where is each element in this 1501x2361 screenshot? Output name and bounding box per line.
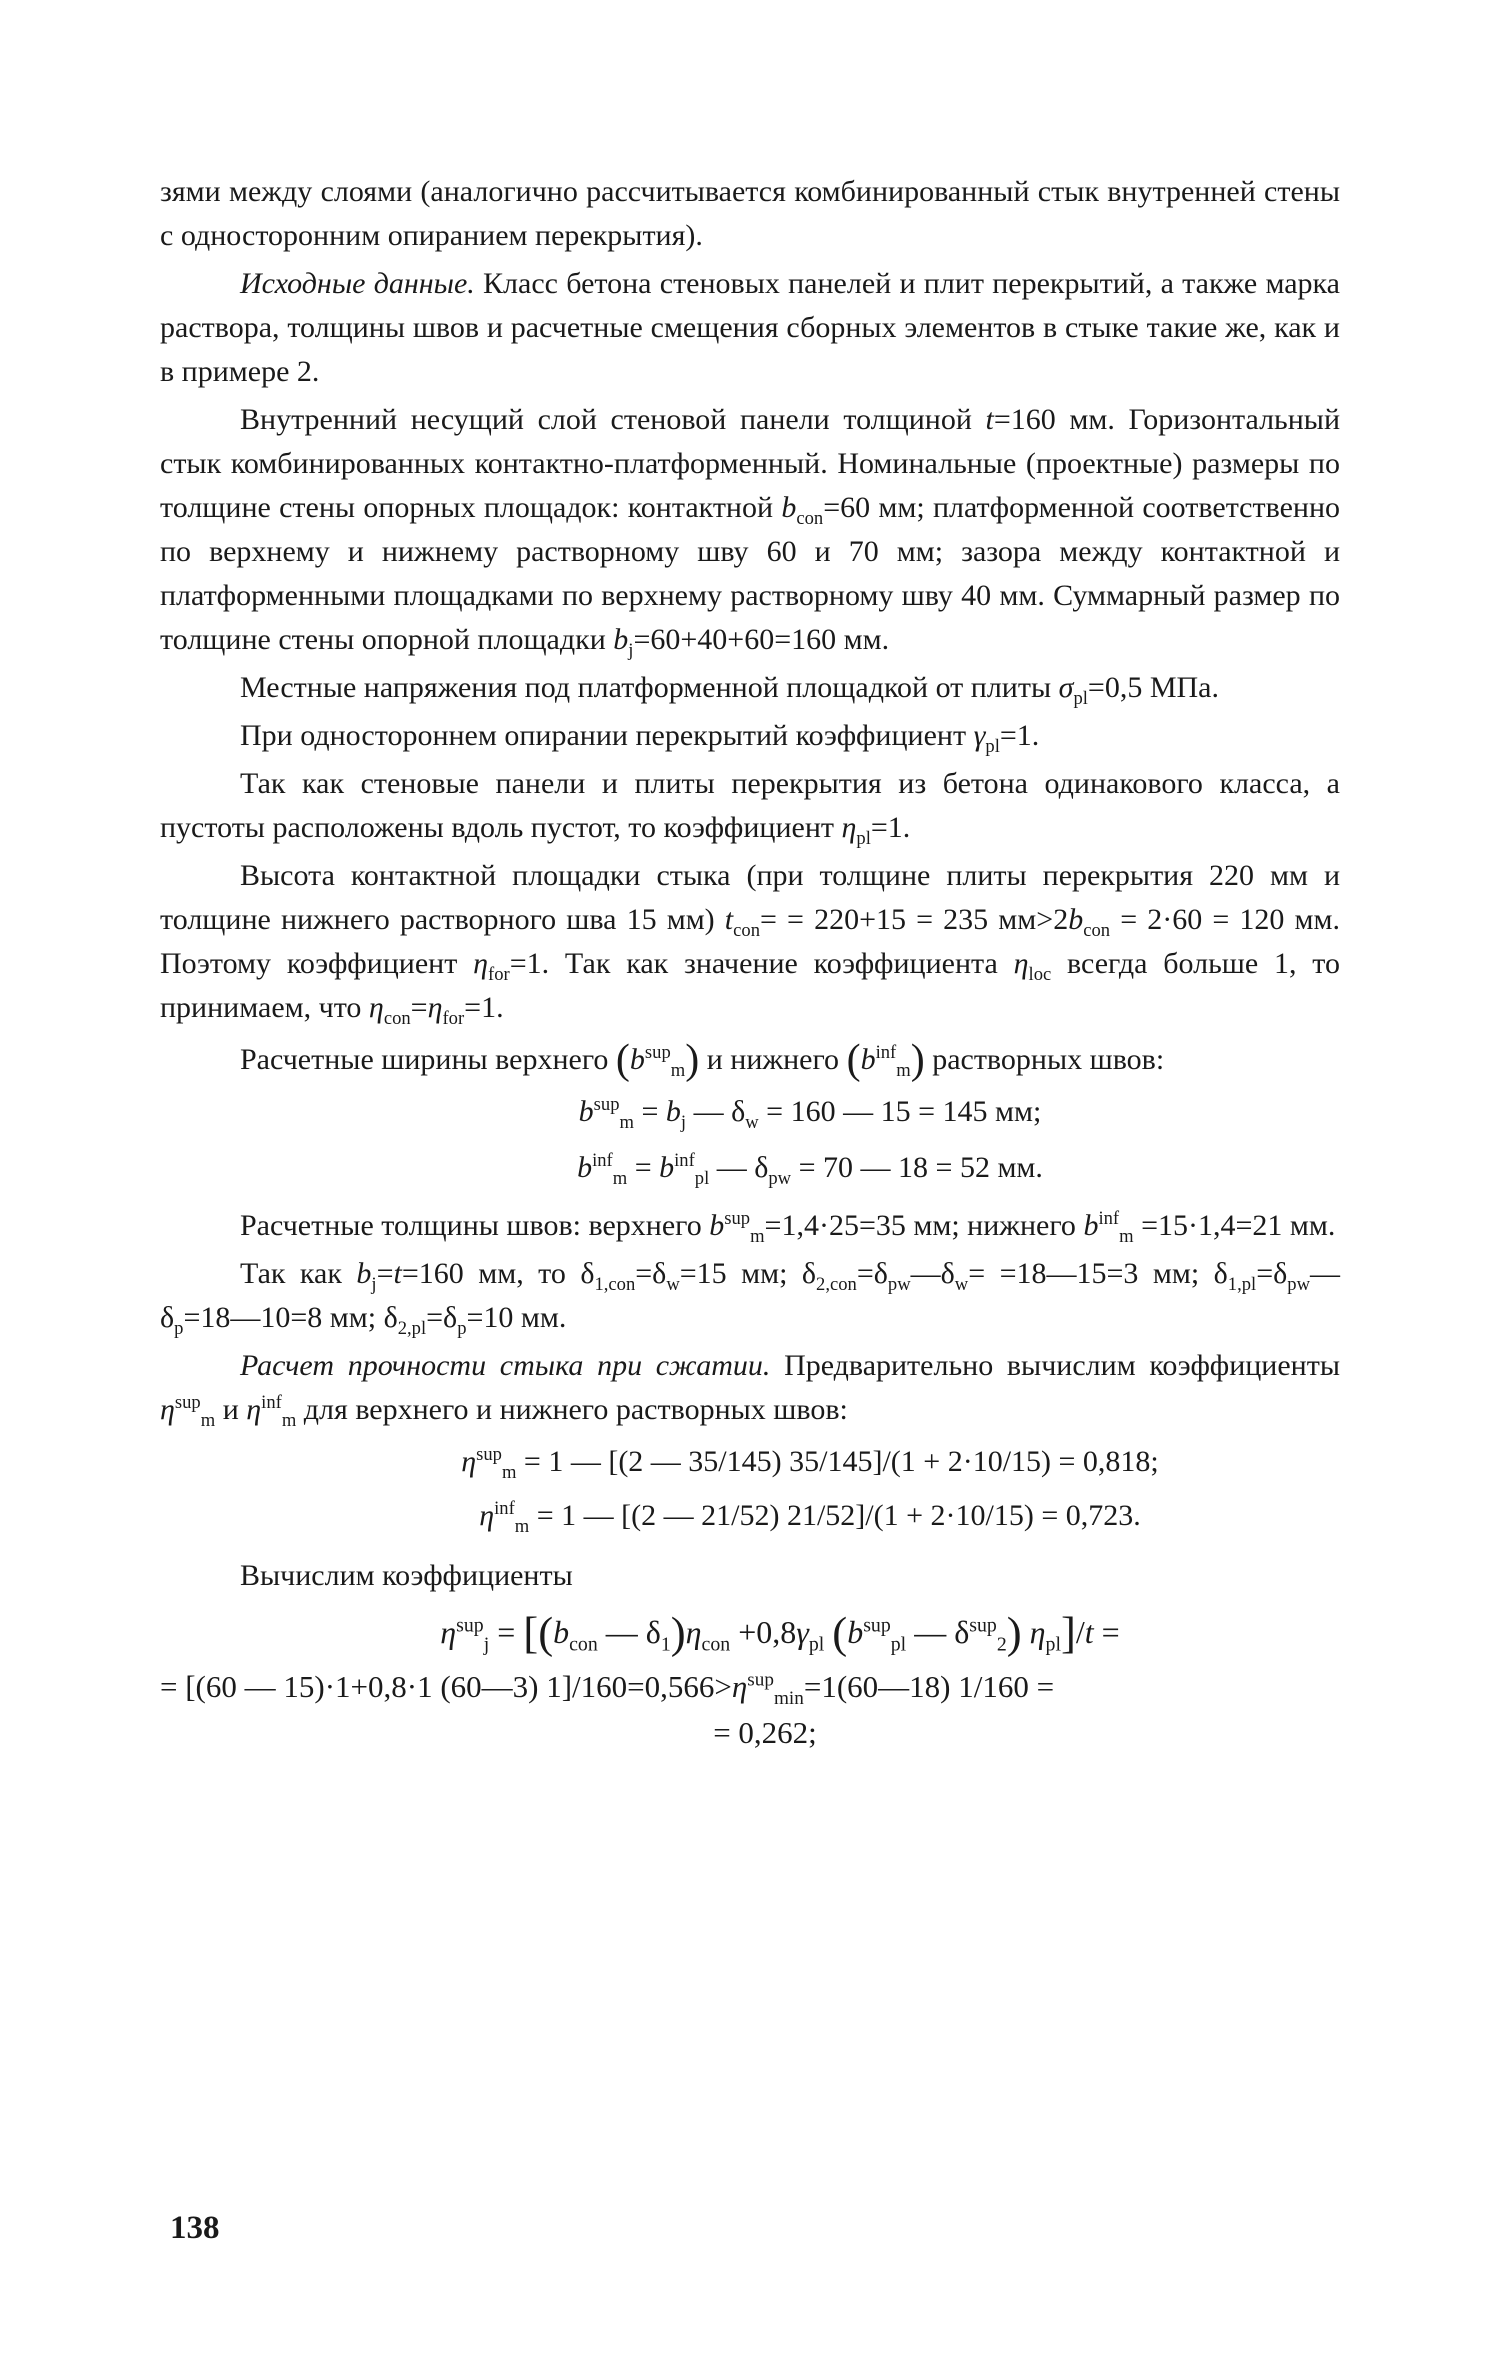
paragraph-one-sided: При одностороннем опирании перекрытий коэффициент $\gamma_{pl}=1$. [240, 719, 1040, 757]
paragraph-local-stress: Местные напряжения под платформенной площадкой от плиты $\sigma_{pl}=0,5$ МПа. [240, 671, 1219, 709]
formula-eta-j-value: = [(60 — 15)·1+0,8·1 (60—3) $1]/160=0,566>\eta^{sup}_{min}=1(60—18) 1/160$ = [160, 1668, 1055, 1709]
paragraph-strength: Расчет прочности стыка при сжатии. Предварительно вычислим коэффициенты $\eta^{sup}_m$ и $\eta^{inf}_m$ для верхнего и нижнего растворных швов: [160, 1349, 1341, 1432]
formula-width-lower: $b^{inf}_m = b^{inf}_{pl}$ — $\delta_{pw} = 70$ — 18 = 52 мм. [577, 1150, 1043, 1190]
paragraph-wall-layer: Внутренний несущий слой стеновой панели толщиной t=160 мм. Горизонтальный стык комбинированных контактно-платформенный. Номинальные (проектные) размеры по толщине стены опорных площадок: контактной $b_{con}=60$ мм; платформенной соответственно по верхнему и нижнему растворному шву 60 и 70 мм; зазора между контактной и платформенными площадками по верхнему растворному шву 40 мм. Суммарный размер по толщине стены опорной площадки $b_j=60+40+60=160$ мм. [160, 403, 1341, 661]
source-data-heading: Исходные данные. [240, 267, 475, 300]
page-number: 138 [170, 2210, 220, 2246]
paragraph-thickness: Расчетные толщины швов: верхнего $b^{sup}_m=1,4\cdot 25=35$ мм; нижнего $b^{inf}_m =15\cdot 1,4=21$ мм. [240, 1208, 1336, 1248]
paragraph-contact-height: Высота контактной площадки стыка (при толщине плиты перекрытия 220 мм и толщине нижнего растворного шва 15 мм) $t_{con}= = 220+15 = 235$ $мм>2b_{con} = 2\cdot 60 = 120$ мм. Поэтому коэффициент $\eta_{for}=1$. Так как значение коэффициента $\eta_{loc}$ всегда больше 1, то принимаем, что $\eta_{con}=\eta_{for}=1$. [160, 859, 1341, 1029]
formula-eta-j: $\eta^{sup}_j = [(b_{con}$ — $\delta_1)\eta_{con} +0,8\gamma_{pl}$ ($b^{sup}_{pl}$ — $\delta^{sup}_2$) $\eta_{pl}]/t$ = [440, 1607, 1120, 1658]
formula-width-upper: $b^{sup}_m = b_j$ — $\delta_w = 160$ — 15 = 145 мм; [578, 1094, 1042, 1134]
source-data-text: Класс бетона стеновых панелей и плит перекрытий, а также марка раствора, толщины швов и расчетные смещения сборных элементов в стыке такие же, как и в примере 2. [160, 267, 1340, 388]
strength-heading: Расчет прочности стыка при сжатии. [240, 1349, 771, 1383]
paragraph-intro: зями между слоями (аналогично рассчитывается комбинированный стык внутренней стены с односторонним опиранием перекрытия). [160, 175, 1340, 252]
formula-eta-upper: $\eta^{sup}_m = 1$ — [(2 — 35/145) 35/145]/(1 + 2·10/15) = 0,818; [461, 1444, 1159, 1484]
paragraph-widths: Расчетные ширины верхнего $(b^{sup}_m)$ и нижнего $(b^{inf}_m)$ растворных швов: [240, 1037, 1165, 1084]
formula-eta-j-result: = 0,262; [713, 1714, 817, 1750]
paragraph-same-class: Так как стеновые панели и плиты перекрытия из бетона одинакового класса, а пустоты расположены вдоль пустот, то коэффициент $\eta_{pl}=1$. [160, 767, 1340, 849]
paragraph-compute: Вычислим коэффициенты [240, 1559, 573, 1593]
paragraph-deltas: Так как $b_j=t=160$ мм, то $\delta_{1,con}=\delta_w=15$ мм; $\delta_{2,con}=\delta_{pw}—\delta_w=$ =18—15=3 мм; $\delta_{1,pl}=\delta_{pw}—\delta_p=18—10=8$ мм; $\delta_{2,pl}=\delta_p=10$ мм. [160, 1257, 1341, 1340]
page-body [160, 170, 1340, 1755]
formula-eta-lower: $\eta^{inf}_m = 1$ — [(2 — 21/52) 21/52]/(1 + 2·10/15) = 0,723. [479, 1498, 1141, 1538]
paragraph-source-data [160, 262, 1340, 394]
